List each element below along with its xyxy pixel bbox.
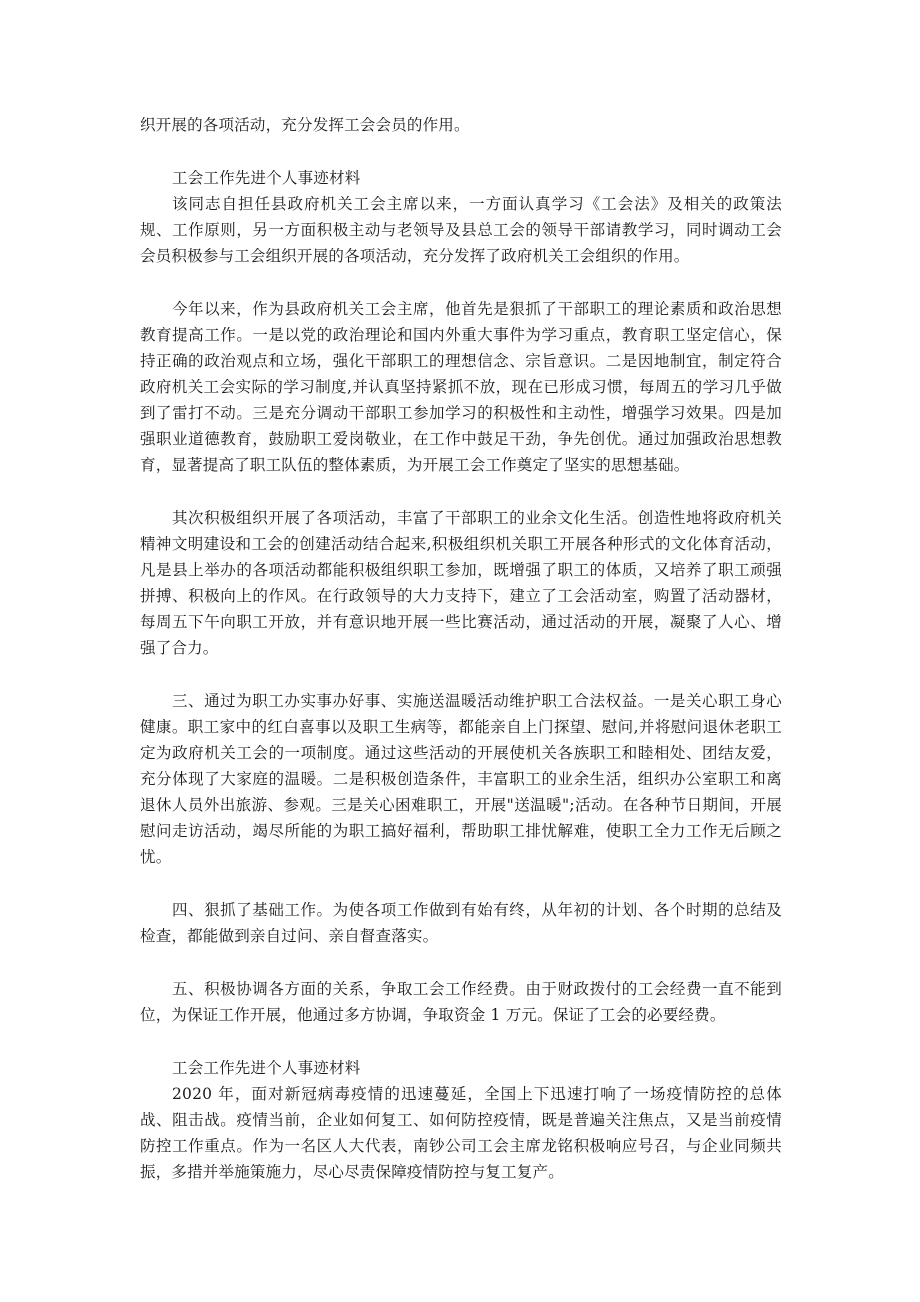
section2-paragraph-1: 2020 年，面对新冠病毒疫情的迅速蔓延，全国上下迅速打响了一场疫情防控的总体战、阻击战。疫情当前，企业如何复工、如何防控疫情，既是普遍关注焦点，又是当前疫情防控工作重点。作为一名区人大代表，南钞公司工会主席龙铭积极响应号召，与企业同频共振，多措并举施策施力，尽心尽责保障疫情防控与复工复产。 [140, 1085, 782, 1181]
section1-title: 工会工作先进个人事迹材料 [172, 169, 361, 187]
section2-title: 工会工作先进个人事迹材料 [172, 1059, 361, 1077]
section1-paragraph-5: 四、狠抓了基础工作。为使各项工作做到有始有终，从年初的计划、各个时期的总结及检查，都能做到亲自过问、亲自督查落实。 [140, 901, 782, 945]
document-body [140, 112, 782, 1185]
paragraph-gap [140, 949, 782, 976]
section1-paragraph-2: 今年以来，作为县政府机关工会主席，他首先是狠抓了干部职工的理论素质和政治思想教育提高工作。一是以党的政治理论和国内外重大事件为学习重点，教育职工坚定信心，保持正确的政治观点和立场，强化干部职工的理想信念、宗旨意识。二是因地制宜，制定符合政府机关工会实际的学习制度,并认真坚持紧抓不放，现在已形成习惯，每周五的学习几乎做到了雷打不动。三是充分调动干部职工参加学习的积极性和主动性，增强学习效果。四是加强职业道德教育，鼓励职工爱岗敬业，在工作中鼓足干劲，争先创优。通过加强政治思想教育，显著提高了职工队伍的整体素质，为开展工会工作奠定了坚实的思想基础。 [140, 300, 782, 474]
paragraph-gap [140, 478, 782, 505]
paragraph-gap [140, 870, 782, 897]
paragraph-gap [140, 1028, 782, 1055]
section1-paragraph-4: 三、通过为职工办实事办好事、实施送温暖活动维护职工合法权益。一是关心职工身心健康。职工家中的红白喜事以及职工生病等，都能亲自上门探望、慰问,并将慰问退休老职工定为政府机关工会的一项制度。通过这些活动的开展使机关各族职工和睦相处、团结友爱，充分体现了大家庭的温暖。二是积极创造条件，丰富职工的业余生活，组织办公室职工和离退休人员外出旅游、参观。三是关心困难职工，开展"送温暖";活动。在各种节日期间，开展慰问走访活动，竭尽所能的为职工搞好福利，帮助职工排忧解难，使职工全力工作无后顾之忧。 [140, 692, 782, 866]
opening-line: 织开展的各项活动，充分发挥工会会员的作用。 [140, 116, 470, 134]
section1-paragraph-6: 五、积极协调各方面的关系，争取工会工作经费。由于财政拨付的工会经费一直不能到位，为保证工作开展，他通过多方协调，争取资金 1 万元。保证了工会的必要经费。 [140, 980, 782, 1024]
paragraph-gap [140, 661, 782, 688]
paragraph-gap [140, 269, 782, 296]
paragraph-gap [140, 138, 782, 165]
section1-paragraph-3: 其次积极组织开展了各项活动，丰富了干部职工的业余文化生活。创造性地将政府机关精神文明建设和工会的创建活动结合起来,积极组织机关职工开展各种形式的文化体育活动，凡是县上举办的各项活动都能积极组织职工参加，既增强了职工的体质，又培养了职工顽强拼搏、积极向上的作风。在行政领导的大力支持下，建立了工会活动室，购置了活动器材，每周五下午向职工开放，并有意识地开展一些比赛活动，通过活动的开展，凝聚了人心、增强了合力。 [140, 509, 782, 657]
section1-paragraph-1: 该同志自担任县政府机关工会主席以来，一方面认真学习《工会法》及相关的政策法规、工作原则，另一方面积极主动与老领导及县总工会的领导干部请教学习，同时调动工会会员积极参与工会组织开展的各项活动，充分发挥了政府机关工会组织的作用。 [140, 195, 782, 265]
